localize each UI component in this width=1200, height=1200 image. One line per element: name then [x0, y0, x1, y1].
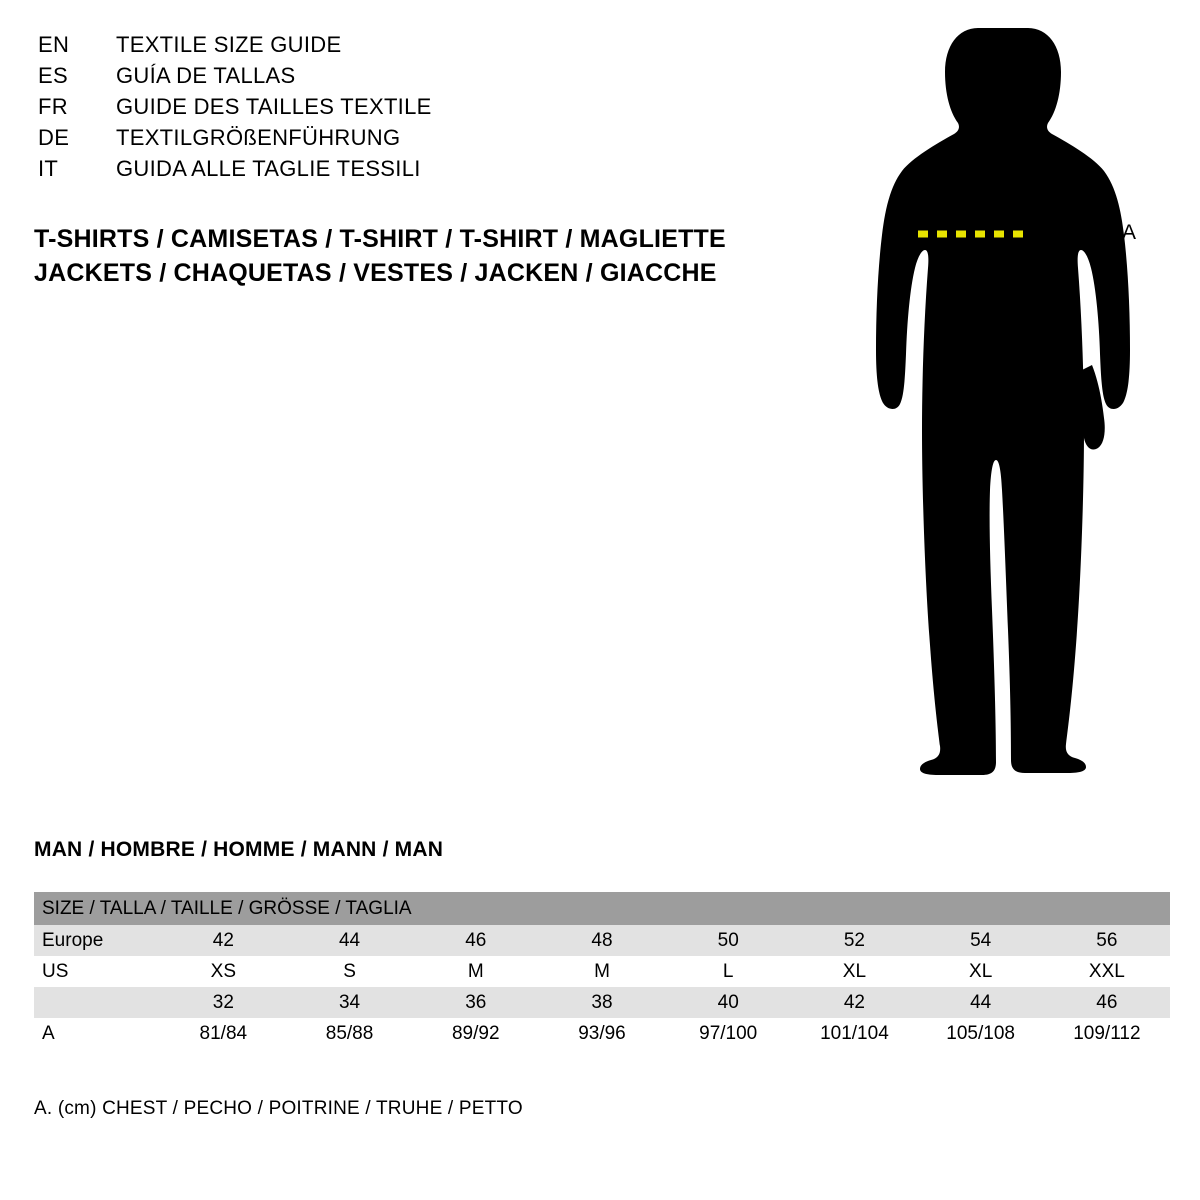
row-label [34, 987, 160, 1018]
table-cell: 89/92 [413, 1018, 539, 1049]
language-row [38, 63, 738, 94]
garment-category-list [34, 222, 726, 290]
table-cell: 46 [1044, 987, 1170, 1018]
table-cell: 44 [286, 925, 412, 956]
table-cell: L [665, 956, 791, 987]
language-code: IT [38, 156, 59, 181]
table-cell: 32 [160, 987, 286, 1018]
table-cell: 42 [160, 925, 286, 956]
table-cell: 101/104 [791, 1018, 917, 1049]
row-label: US [34, 956, 160, 987]
table-row [34, 1018, 1170, 1049]
table-cell: 109/112 [1044, 1018, 1170, 1049]
table-cell: 85/88 [286, 1018, 412, 1049]
table-cell: 81/84 [160, 1018, 286, 1049]
language-row [38, 94, 738, 125]
male-silhouette-illustration [830, 20, 1170, 790]
table-cell: 54 [918, 925, 1044, 956]
language-code: ES [38, 63, 68, 88]
table-cell: 44 [918, 987, 1044, 1018]
table-cell: XXL [1044, 956, 1170, 987]
table-cell: 46 [413, 925, 539, 956]
language-title: GUIDA ALLE TAGLIE TESSILI [116, 156, 421, 181]
marker-leader-dashes [1085, 233, 1115, 236]
table-row [34, 956, 1170, 987]
table-cell: 48 [539, 925, 665, 956]
table-cell: 50 [665, 925, 791, 956]
language-title: GUÍA DE TALLAS [116, 63, 296, 88]
table-cell: M [413, 956, 539, 987]
table-header-label: SIZE / TALLA / TAILLE / GRÖSSE / TAGLIA [42, 897, 412, 919]
table-cell: XS [160, 956, 286, 987]
table-cell: 97/100 [665, 1018, 791, 1049]
table-cell: 93/96 [539, 1018, 665, 1049]
language-row [38, 156, 738, 187]
table-cell: 38 [539, 987, 665, 1018]
language-title-list [38, 32, 738, 187]
garment-line-jackets: JACKETS / CHAQUETAS / VESTES / JACKEN / GIACCHE [34, 259, 717, 287]
size-table [34, 892, 1170, 1049]
language-row [38, 32, 738, 63]
table-row [34, 987, 1170, 1018]
measurement-footnote: A. (cm) CHEST / PECHO / POITRINE / TRUHE / PETTO [34, 1098, 523, 1119]
table-cell: XL [791, 956, 917, 987]
table-cell: 56 [1044, 925, 1170, 956]
row-label: A [34, 1018, 160, 1049]
table-cell: S [286, 956, 412, 987]
silhouette-arm-detail [1081, 365, 1105, 450]
table-cell: 42 [791, 987, 917, 1018]
table-cell: 52 [791, 925, 917, 956]
size-table-wrapper [34, 892, 1170, 1049]
language-title: TEXTILGRÖßENFÜHRUNG [116, 125, 401, 150]
table-cell: 36 [413, 987, 539, 1018]
language-title: GUIDE DES TAILLES TEXTILE [116, 94, 432, 119]
row-label: Europe [34, 925, 160, 956]
language-title: TEXTILE SIZE GUIDE [116, 32, 342, 57]
language-code: FR [38, 94, 68, 119]
table-cell: 40 [665, 987, 791, 1018]
table-row [34, 925, 1170, 956]
language-code: DE [38, 125, 70, 150]
table-header-row [34, 892, 1170, 925]
table-cell: 105/108 [918, 1018, 1044, 1049]
table-cell: 34 [286, 987, 412, 1018]
table-section-title: MAN / HOMBRE / HOMME / MANN / MAN [34, 838, 444, 861]
language-row [38, 125, 738, 156]
table-cell: M [539, 956, 665, 987]
table-cell: XL [918, 956, 1044, 987]
language-code: EN [38, 32, 70, 57]
chest-marker-label: A [1122, 221, 1137, 244]
garment-line-tshirts: T-SHIRTS / CAMISETAS / T-SHIRT / T-SHIRT / MAGLIETTE [34, 225, 726, 253]
